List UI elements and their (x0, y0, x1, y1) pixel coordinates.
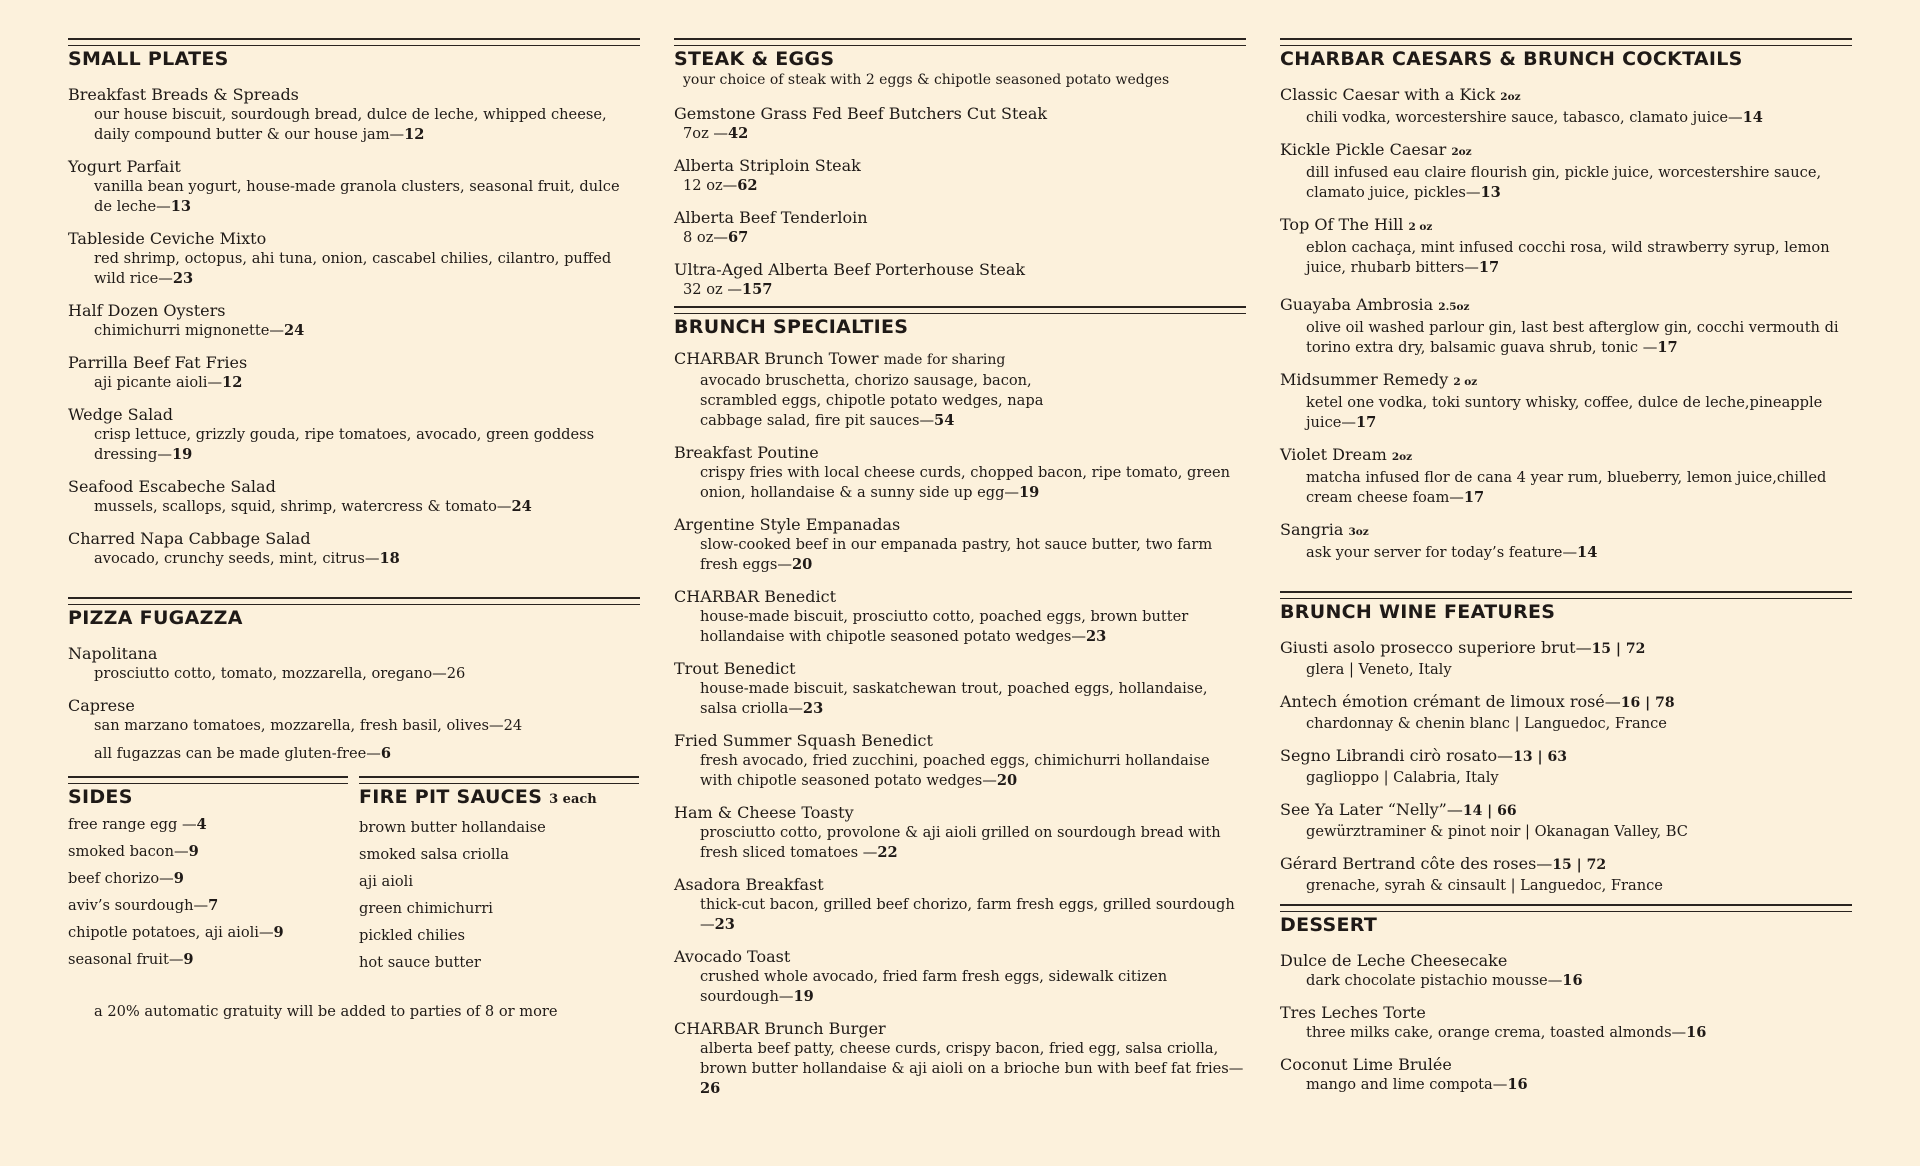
item-price: 16 (1686, 1024, 1707, 1041)
sauce-item: green chimichurri (359, 900, 493, 917)
item-name: Ham & Cheese Toasty (674, 803, 854, 822)
item-name: Top Of The Hill 2 oz (1280, 215, 1433, 234)
item-size: 3oz (1348, 526, 1369, 538)
menu-item (1280, 1002, 1852, 1043)
item-name: Violet Dream 2oz (1280, 445, 1413, 464)
sauces-section (359, 776, 639, 973)
item-desc: 8 oz—67 (683, 229, 749, 246)
menu-item (674, 155, 1246, 196)
item-desc: olive oil washed parlour gin, last best afterglow gin, cocchi vermouth di torino extra dry, balsamic guava shrub, tonic —17 (1306, 319, 1839, 356)
menu-item (68, 476, 640, 517)
wine-item (1280, 745, 1852, 788)
item-name: Alberta Striploin Steak (674, 156, 861, 175)
menu-item (68, 352, 640, 393)
item-desc: crispy fries with local cheese curds, chopped bacon, ripe tomato, green onion, hollandaise & a sunny side up egg—19 (700, 464, 1231, 501)
item-name: Classic Caesar with a Kick 2oz (1280, 85, 1521, 104)
section-rule (68, 776, 348, 784)
menu-item (674, 1018, 1246, 1099)
item-size: 2oz (1451, 146, 1472, 158)
item-size: 2oz (1391, 451, 1413, 463)
item-name: See Ya Later “Nelly”—14 | 66 (1280, 800, 1517, 819)
item-desc: mango and lime compota—16 (1306, 1076, 1528, 1093)
item-name: CHARBAR Benedict (674, 587, 836, 606)
item-price: 13 | 63 (1513, 749, 1567, 765)
menu-item (1280, 519, 1852, 563)
menu-item (674, 259, 1246, 300)
item-desc: glera | Veneto, Italy (1306, 661, 1452, 678)
item-desc: dill infused eau claire flourish gin, pickle juice, worcestershire sauce, clamato juice, pickles—13 (1306, 164, 1822, 201)
item-name: Avocado Toast (674, 947, 791, 966)
item-price: 15 | 72 (1552, 857, 1607, 873)
side-item: aviv’s sourdough—7 (68, 897, 219, 914)
wine-item (1280, 691, 1852, 734)
item-name: CHARBAR Brunch Burger (674, 1019, 886, 1038)
sauce-item: aji aioli (359, 873, 414, 890)
item-desc: crisp lettuce, grizzly gouda, ripe tomatoes, avocado, green goddess dressing—19 (94, 426, 595, 463)
menu-item (68, 528, 640, 569)
menu-item (1280, 84, 1852, 128)
menu-item (674, 103, 1246, 144)
item-name: Tableside Ceviche Mixto (68, 229, 267, 248)
menu-item (674, 514, 1246, 575)
item-price: 62 (737, 177, 758, 194)
item-desc: gaglioppo | Calabria, Italy (1306, 769, 1499, 786)
item-desc: house-made biscuit, saskatchewan trout, poached eggs, hollandaise, salsa criolla—23 (700, 680, 1208, 717)
item-name: Gérard Bertrand côte des roses—15 | 72 (1280, 854, 1607, 873)
menu-item (1280, 444, 1852, 508)
item-name: Yogurt Parfait (68, 157, 181, 176)
item-desc: 12 oz—62 (683, 177, 758, 194)
section-rule (674, 38, 1246, 46)
item-desc: 32 oz —157 (683, 281, 773, 298)
section-title: SIDES (68, 786, 133, 808)
side-item: free range egg —4 (68, 816, 207, 833)
item-price: 12 (404, 126, 425, 143)
item-desc: ketel one vodka, toki suntory whisky, coffee, dulce de leche,pineapple juice—17 (1306, 394, 1823, 431)
wine-item (1280, 853, 1852, 896)
item-name: Breakfast Breads & Spreads (68, 85, 299, 104)
menu-item (674, 946, 1246, 1007)
item-name: Guayaba Ambrosia 2.5oz (1280, 295, 1470, 314)
item-price: 20 (791, 556, 813, 573)
item-price: 20 (996, 772, 1018, 789)
section-note: your choice of steak with 2 eggs & chipotle seasoned potato wedges (683, 72, 1170, 88)
item-name: Asadora Breakfast (674, 875, 824, 894)
section-title: STEAK & EGGS (674, 48, 835, 70)
item-price: 157 (741, 281, 773, 298)
gluten-free-note: all fugazzas can be made gluten-free—6 (94, 745, 392, 762)
item-price: 24 (284, 322, 305, 339)
item-name: Seafood Escabeche Salad (68, 477, 276, 496)
item-price: 16 (1507, 1076, 1528, 1093)
item-size: 2 oz (1453, 376, 1478, 388)
section-title: BRUNCH SPECIALTIES (674, 316, 909, 338)
menu-item (1280, 294, 1852, 358)
item-desc: matcha infused flor de cana 4 year rum, blueberry, lemon juice,chilled cream cheese foam—17 (1306, 469, 1827, 506)
item-price: 14 | 66 (1462, 803, 1517, 819)
sides-section (68, 776, 348, 970)
item-name: Wedge Salad (68, 405, 174, 424)
item-desc: chardonnay & chenin blanc | Languedoc, France (1306, 715, 1667, 732)
menu-item (674, 442, 1246, 503)
steak-section (674, 38, 1246, 300)
item-name: Napolitana (68, 644, 158, 663)
item-desc: red shrimp, octopus, ahi tuna, onion, cascabel chilies, cilantro, puffed wild rice—23 (94, 250, 612, 287)
item-name: Argentine Style Empanadas (674, 515, 901, 534)
item-name: Kickle Pickle Caesar 2oz (1280, 140, 1472, 159)
dessert-section (1280, 904, 1852, 1095)
sauce-item: pickled chilies (359, 927, 466, 944)
item-name: Caprese (68, 696, 135, 715)
item-desc: alberta beef patty, cheese curds, crispy bacon, fried egg, salsa criolla, brown butter hollandaise & aji aioli on a brioche bun with beef fat fries—26 (700, 1040, 1244, 1097)
menu-item (1280, 139, 1852, 203)
side-item: seasonal fruit—9 (68, 951, 194, 968)
item-name: Coconut Lime Brulée (1280, 1055, 1452, 1074)
item-desc: mussels, scallops, squid, shrimp, watercress & tomato—24 (94, 498, 532, 515)
menu-item (1280, 1054, 1852, 1095)
item-name: Tres Leches Torte (1280, 1003, 1426, 1022)
section-rule (1280, 38, 1852, 46)
item-price: 17 (1463, 489, 1485, 506)
section-rule (1280, 904, 1852, 912)
item-name: Antech émotion crémant de limoux rosé—16 | 78 (1280, 692, 1675, 711)
sauces-price-note: 3 each (549, 792, 597, 807)
item-price: 17 (1356, 414, 1377, 431)
item-desc: avocado, crunchy seeds, mint, citrus—18 (94, 550, 400, 567)
item-name: CHARBAR Brunch Tower made for sharing (674, 349, 1006, 368)
section-rule (1280, 591, 1852, 599)
column-middle (674, 38, 1246, 1099)
section-rule (359, 776, 639, 784)
menu-item (68, 695, 640, 736)
item-price: 19 (793, 988, 814, 1005)
item-name: Alberta Beef Tenderloin (674, 208, 868, 227)
gratuity-note: a 20% automatic gratuity will be added to parties of 8 or more (94, 1003, 558, 1020)
item-desc: slow-cooked beef in our empanada pastry, hot sauce butter, two farm fresh eggs—20 (700, 536, 1213, 573)
item-price: 14 (1742, 109, 1763, 126)
item-price: 15 | 72 (1591, 641, 1646, 657)
item-desc: thick-cut bacon, grilled beef chorizo, farm fresh eggs, grilled sourdough—23 (700, 896, 1235, 933)
item-desc: prosciutto cotto, tomato, mozzarella, oregano—26 (94, 665, 466, 682)
item-desc: 7oz —42 (683, 125, 749, 142)
menu-item (68, 300, 640, 341)
item-name: Charred Napa Cabbage Salad (68, 529, 311, 548)
menu-item (674, 586, 1246, 647)
item-desc: house-made biscuit, prosciutto cotto, poached eggs, brown butter hollandaise with chipotle seasoned potato wedges—23 (700, 608, 1189, 645)
item-price: 22 (877, 844, 898, 861)
wine-item (1280, 799, 1852, 842)
menu-item (1280, 214, 1852, 278)
menu-item (674, 348, 1246, 431)
item-name: Ultra-Aged Alberta Beef Porterhouse Steak (674, 260, 1026, 279)
menu-item (674, 802, 1246, 863)
wine-item (1280, 637, 1852, 680)
item-name: Segno Librandi cirò rosato—13 | 63 (1280, 746, 1567, 765)
item-price: 24 (511, 498, 532, 515)
menu-item (674, 730, 1246, 791)
item-price: 13 (170, 198, 192, 215)
item-price: 16 (1562, 972, 1583, 989)
item-price: 23 (172, 270, 194, 287)
sauce-item: hot sauce butter (359, 954, 481, 971)
column-left (68, 38, 640, 1020)
item-price: 42 (728, 125, 749, 142)
item-desc: three milks cake, orange crema, toasted almonds—16 (1306, 1024, 1707, 1041)
item-price: 54 (934, 412, 955, 429)
item-size: 2 oz (1408, 221, 1433, 233)
item-price: 12 (222, 374, 243, 391)
item-desc: our house biscuit, sourdough bread, dulce de leche, whipped cheese, daily compound butter & our house jam—12 (94, 106, 607, 143)
item-price: 67 (728, 229, 749, 246)
menu-item (68, 228, 640, 289)
menu-item (674, 207, 1246, 248)
menu-item (68, 84, 640, 145)
item-name: Half Dozen Oysters (68, 301, 226, 320)
item-desc: crushed whole avocado, fried farm fresh eggs, sidewalk citizen sourdough—19 (700, 968, 1168, 1005)
section-rule (68, 597, 640, 605)
item-desc: ask your server for today’s feature—14 (1306, 544, 1598, 561)
item-desc: avocado bruschetta, chorizo sausage, bacon, scrambled eggs, chipotle potato wedges, napa cabbage salad, fire pit sauces—54 (700, 372, 1044, 429)
side-item: smoked bacon—9 (68, 843, 199, 860)
item-name: Fried Summer Squash Benedict (674, 731, 933, 750)
item-price: 19 (1019, 484, 1040, 501)
item-size: 2.5oz (1438, 301, 1470, 313)
item-size: 2oz (1500, 91, 1521, 103)
item-desc: fresh avocado, fried zucchini, poached eggs, chimichurri hollandaise with chipotle seasoned potato wedges—20 (700, 752, 1210, 789)
item-price: 23 (802, 700, 824, 717)
item-price: 26 (700, 1080, 721, 1097)
item-name: Parrilla Beef Fat Fries (68, 353, 248, 372)
menu-item (674, 874, 1246, 935)
item-price: 17 (1478, 259, 1500, 276)
section-title: PIZZA FUGAZZA (68, 607, 243, 629)
item-name: Sangria 3oz (1280, 520, 1369, 539)
side-item: beef chorizo—9 (68, 870, 184, 887)
item-name: Dulce de Leche Cheesecake (1280, 951, 1508, 970)
section-title: BRUNCH WINE FEATURES (1280, 601, 1556, 623)
item-name: Trout Benedict (674, 659, 796, 678)
cocktails-section (1280, 38, 1852, 563)
section-title: FIRE PIT SAUCES 3 each (359, 786, 597, 808)
item-desc: grenache, syrah & cinsault | Languedoc, France (1306, 877, 1663, 894)
item-note: made for sharing (883, 352, 1006, 368)
menu-item (1280, 950, 1852, 991)
item-desc: dark chocolate pistachio mousse—16 (1306, 972, 1583, 989)
section-rule (674, 306, 1246, 314)
item-name: Midsummer Remedy 2 oz (1280, 370, 1478, 389)
item-name: Breakfast Poutine (674, 443, 819, 462)
sauce-item: smoked salsa criolla (359, 846, 509, 863)
small-plates-section (68, 38, 640, 569)
item-price: 14 (1577, 544, 1598, 561)
section-title: DESSERT (1280, 914, 1378, 936)
item-price: 23 (714, 916, 735, 933)
item-price: 18 (379, 550, 400, 567)
item-desc: gewürztraminer & pinot noir | Okanagan Valley, BC (1306, 823, 1688, 840)
item-price: 16 | 78 (1620, 695, 1675, 711)
menu-item (68, 156, 640, 217)
section-rule (68, 38, 640, 46)
item-price: 23 (1085, 628, 1107, 645)
item-price: 19 (171, 446, 193, 463)
item-price: 13 (1480, 184, 1501, 201)
menu-item (1280, 369, 1852, 433)
item-desc: aji picante aioli—12 (94, 374, 243, 391)
wine-section (1280, 591, 1852, 896)
item-desc: vanilla bean yogurt, house-made granola clusters, seasonal fruit, dulce de leche—13 (94, 178, 620, 215)
item-desc: prosciutto cotto, provolone & aji aioli grilled on sourdough bread with fresh sliced tomatoes —22 (700, 824, 1221, 861)
section-title: CHARBAR CAESARS & BRUNCH COCKTAILS (1280, 48, 1743, 70)
item-price: 17 (1657, 339, 1678, 356)
section-title: SMALL PLATES (68, 48, 229, 70)
sides-sauces-row (68, 776, 640, 971)
item-desc: chili vodka, worcestershire sauce, tabasco, clamato juice—14 (1306, 109, 1763, 126)
item-desc: chimichurri mignonette—24 (94, 322, 305, 339)
item-desc: eblon cachaça, mint infused cocchi rosa, wild strawberry syrup, lemon juice, rhubarb bitters—17 (1306, 239, 1830, 276)
item-desc: san marzano tomatoes, mozzarella, fresh basil, olives—24 (94, 717, 523, 734)
column-right (1280, 38, 1852, 1095)
item-name: Giusti asolo prosecco superiore brut—15 | 72 (1280, 638, 1646, 657)
sauce-item: brown butter hollandaise (359, 819, 546, 836)
side-item: chipotle potatoes, aji aioli—9 (68, 924, 284, 941)
item-name: Gemstone Grass Fed Beef Butchers Cut Steak (674, 104, 1048, 123)
menu-item (68, 643, 640, 684)
brunch-section (674, 306, 1246, 1099)
menu-item (68, 404, 640, 465)
menu-item (674, 658, 1246, 719)
pizza-section (68, 597, 640, 764)
